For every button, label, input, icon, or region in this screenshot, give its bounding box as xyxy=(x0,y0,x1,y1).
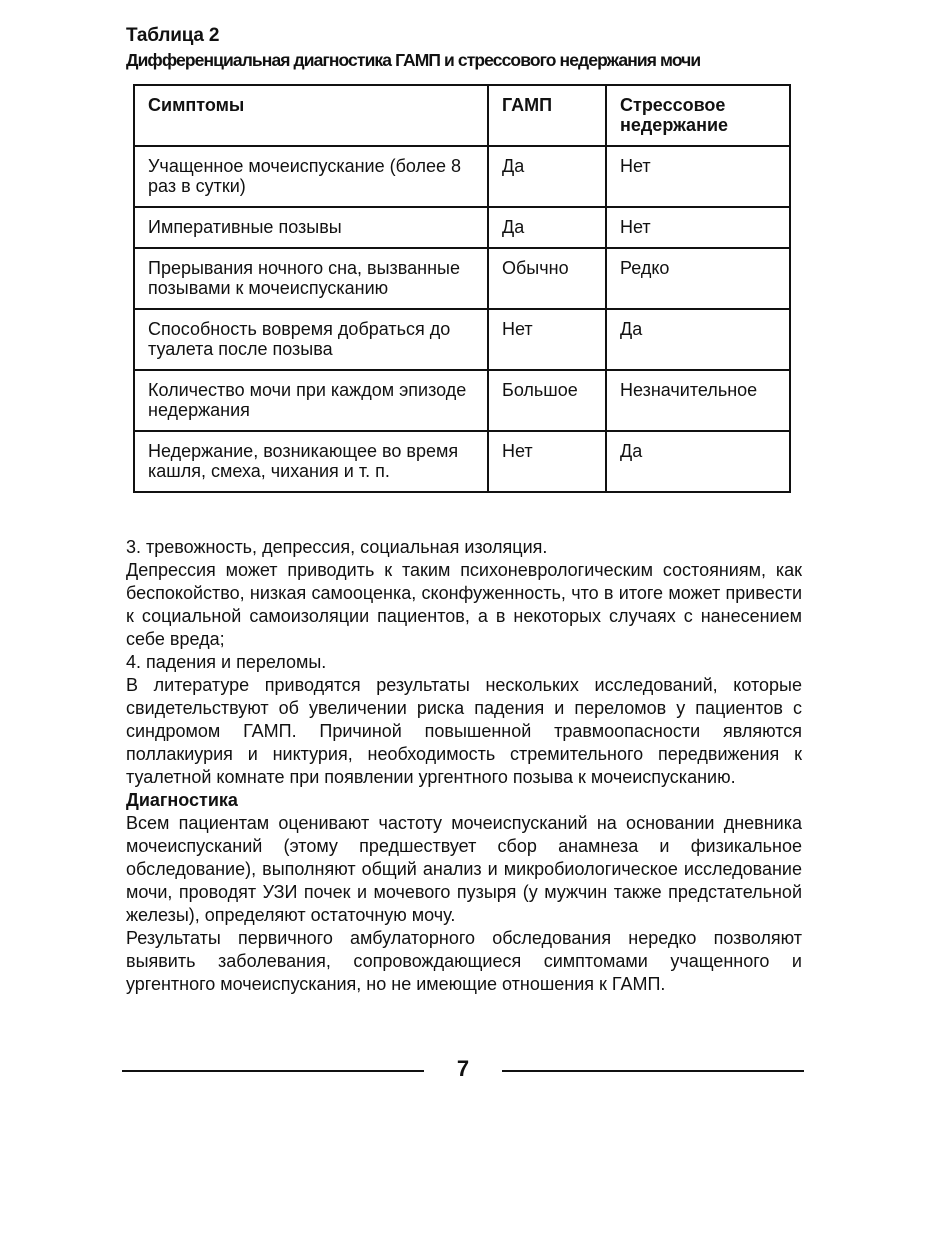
column-header-symptoms: Симптомы xyxy=(134,85,488,146)
stress-cell: Да xyxy=(606,309,790,370)
differential-diagnosis-table xyxy=(133,84,791,493)
table-row xyxy=(134,146,790,207)
table-header-row xyxy=(134,85,790,146)
section-heading-diagnostics: Диагностика xyxy=(126,790,238,810)
table-caption-title: Дифференциальная диагностика ГАМП и стрессового недержания мочи xyxy=(126,50,701,70)
column-header-gamp: ГАМП xyxy=(488,85,606,146)
stress-cell: Нет xyxy=(606,207,790,248)
symptom-cell: Недержание, возникающее во время кашля, смеха, чихания и т. п. xyxy=(134,431,488,492)
symptom-cell: Способность вовремя добраться до туалета после позыва xyxy=(134,309,488,370)
list-item-falls: 4. падения и переломы. xyxy=(126,652,327,672)
stress-cell: Незначительное xyxy=(606,370,790,431)
stress-cell: Редко xyxy=(606,248,790,309)
symptom-cell: Количество мочи при каждом эпизоде недержания xyxy=(134,370,488,431)
gamp-cell: Да xyxy=(488,207,606,248)
stress-cell: Нет xyxy=(606,146,790,207)
symptom-cell: Учащенное мочеиспускание (более 8 раз в сутки) xyxy=(134,146,488,207)
footer-rule-left xyxy=(122,1070,424,1072)
body-text xyxy=(126,536,802,996)
table-row xyxy=(134,370,790,431)
table-row xyxy=(134,248,790,309)
table-caption-label: Таблица 2 xyxy=(126,25,220,46)
table-row xyxy=(134,309,790,370)
page-footer xyxy=(122,1055,804,1085)
paragraph-results: Результаты первичного амбулаторного обследования нередко позволяют выявить заболевания, сопровождающиеся симптомами учащенного и ургентного мочеиспускания, но не имеющие отношения к ГАМП. xyxy=(126,928,802,994)
paragraph-diagnostics: Всем пациентам оценивают частоту мочеиспусканий на основании дневника мочеиспусканий (этому предшествует сбор анамнеза и физикальное обследование), выполняют общий анализ и микробиологическое исследование мочи, проводят УЗИ почек и мочевого пузыря (у мужчин также предстательной железы), определяют остаточную мочу. xyxy=(126,813,802,925)
table-row xyxy=(134,207,790,248)
symptom-cell: Прерывания ночного сна, вызванные позывами к мочеиспусканию xyxy=(134,248,488,309)
paragraph-literature: В литературе приводятся результаты нескольких исследований, которые свидетельствуют об увеличении риска падения и переломов у пациентов с синдромом ГАМП. Причиной повышенной травмоопасности являются поллакиурия и никтурия, необходимость стремительного передвижения к туалетной комнате при появлении ургентного позыва к мочеиспусканию. xyxy=(126,675,802,787)
paragraph-depression: Депрессия может приводить к таким психоневрологическим состояниям, как беспокойство, низкая самооценка, сконфуженность, что в итоге может привести к социальной самоизоляции пациентов, а в некоторых случаях с нанесением себе вреда; xyxy=(126,560,802,649)
stress-cell: Да xyxy=(606,431,790,492)
column-header-stress-incontinence: Стрессовое недержание xyxy=(606,85,790,146)
symptom-cell: Императивные позывы xyxy=(134,207,488,248)
table-row xyxy=(134,431,790,492)
gamp-cell: Нет xyxy=(488,309,606,370)
gamp-cell: Большое xyxy=(488,370,606,431)
footer-rule-right xyxy=(502,1070,804,1072)
gamp-cell: Да xyxy=(488,146,606,207)
list-item-anxiety: 3. тревожность, депрессия, социальная изоляция. xyxy=(126,537,548,557)
gamp-cell: Обычно xyxy=(488,248,606,309)
gamp-cell: Нет xyxy=(488,431,606,492)
page-number: 7 xyxy=(456,1056,470,1081)
